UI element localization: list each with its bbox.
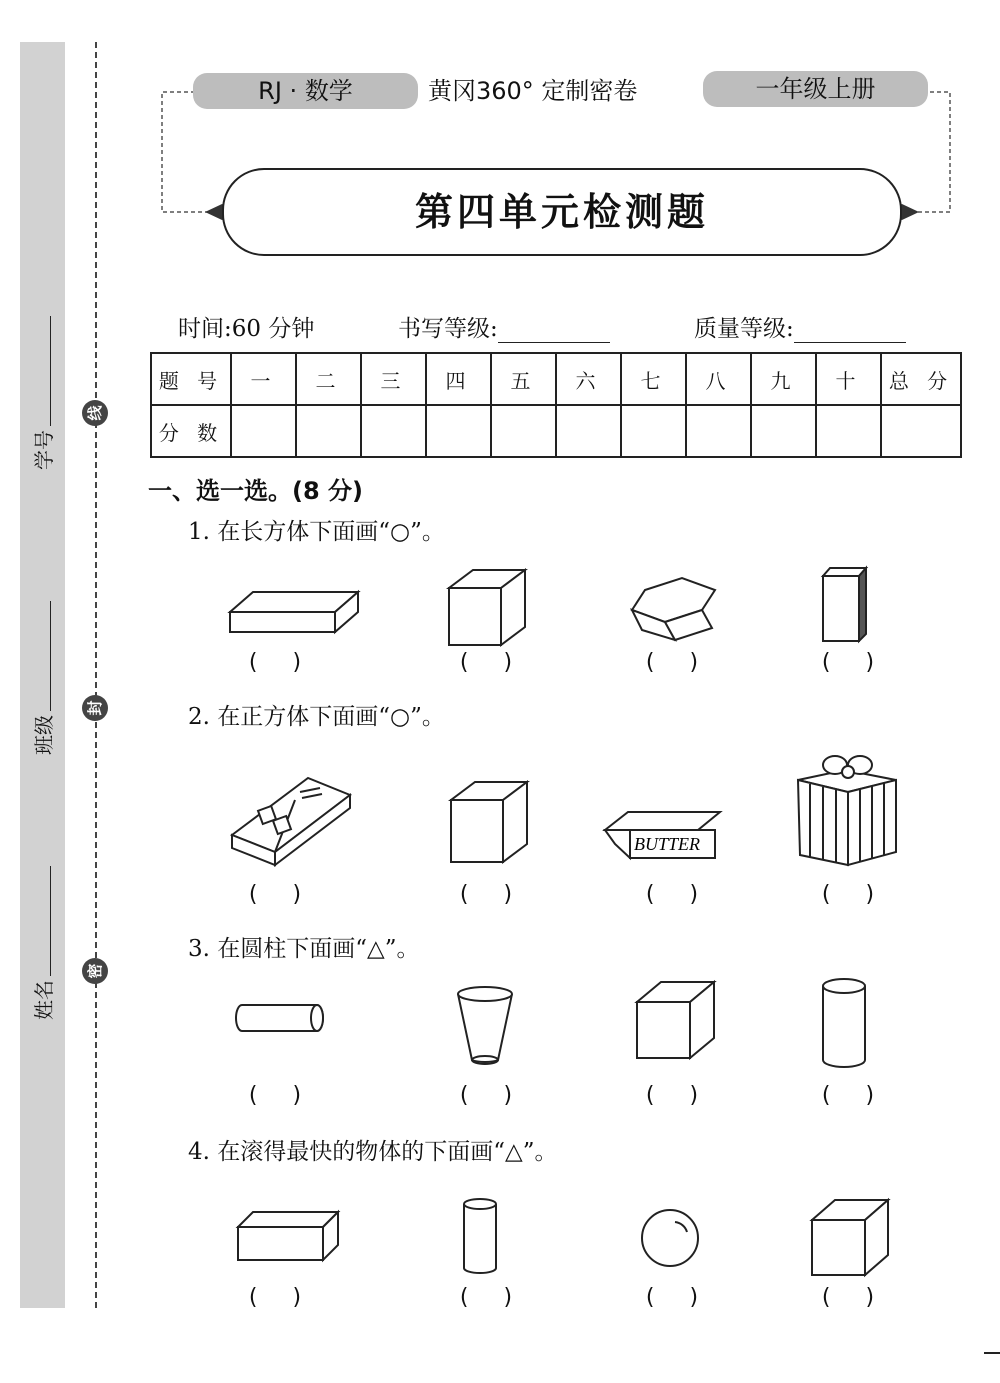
cuboid-tall-icon <box>823 568 866 641</box>
answer-blank[interactable]: ( ) <box>248 650 302 675</box>
writing-grade <box>398 310 610 343</box>
cylinder-horizontal-icon <box>236 1005 323 1031</box>
table-cell: 七 <box>621 353 686 405</box>
package-box-icon <box>232 778 350 865</box>
grade-pill: 一年级上册 <box>703 71 928 107</box>
question-2: 2. 在正方体下面画“○”。 <box>188 704 445 730</box>
answer-blank[interactable]: ( ) <box>821 1083 875 1108</box>
student-id-line[interactable] <box>36 316 51 426</box>
table-cell: 三 <box>361 353 426 405</box>
cylinder-vertical-icon <box>823 979 865 1067</box>
q4-shapes <box>220 1180 900 1285</box>
score-cell[interactable] <box>686 405 751 457</box>
table-cell: 题 号 <box>151 353 231 405</box>
score-cell[interactable] <box>556 405 621 457</box>
page-edge-mark <box>984 1352 1000 1354</box>
class-field[interactable] <box>28 601 57 755</box>
student-id-label: 学号 <box>32 430 56 470</box>
answer-blank[interactable]: ( ) <box>248 1083 302 1108</box>
cube-icon <box>812 1200 888 1275</box>
score-cell[interactable] <box>426 405 491 457</box>
answer-blank[interactable]: ( ) <box>821 1285 875 1310</box>
answer-blank[interactable]: ( ) <box>459 1285 513 1310</box>
score-cell[interactable] <box>621 405 686 457</box>
cuboid-flat-icon <box>230 592 358 632</box>
cylinder-icon <box>464 1199 496 1273</box>
hexagonal-prism-icon <box>632 578 715 640</box>
answer-blank[interactable]: ( ) <box>645 1285 699 1310</box>
answer-blank[interactable]: ( ) <box>821 650 875 675</box>
answer-blank[interactable]: ( ) <box>459 1083 513 1108</box>
table-cell: 九 <box>751 353 816 405</box>
butter-text: BUTTER <box>634 834 701 854</box>
table-cell: 八 <box>686 353 751 405</box>
class-line[interactable] <box>36 601 51 711</box>
cup-icon <box>458 987 512 1064</box>
binding-cut-line <box>95 42 97 1308</box>
score-cell[interactable] <box>816 405 881 457</box>
question-3: 3. 在圆柱下面画“△”。 <box>188 936 420 962</box>
score-table <box>150 352 962 458</box>
name-field[interactable] <box>28 866 57 1020</box>
answer-blank[interactable]: ( ) <box>248 882 302 907</box>
cube-icon <box>449 570 525 645</box>
answer-blank[interactable]: ( ) <box>645 650 699 675</box>
seal-seal-badge: 封 <box>82 695 108 721</box>
table-cell: 五 <box>491 353 556 405</box>
cuboid-icon <box>238 1212 338 1260</box>
name-line[interactable] <box>36 866 51 976</box>
table-cell: 十 <box>816 353 881 405</box>
table-cell: 六 <box>556 353 621 405</box>
score-cell[interactable] <box>881 405 961 457</box>
score-cell[interactable] <box>491 405 556 457</box>
writing-grade-label: 书写等级: <box>398 316 498 342</box>
answer-blank[interactable]: ( ) <box>645 1083 699 1108</box>
table-cell: 总 分 <box>881 353 961 405</box>
butter-pack-icon <box>605 812 720 858</box>
score-table-score-row <box>151 405 961 457</box>
seal-line-badge: 线 <box>82 400 108 426</box>
seal-secret-badge: 密 <box>82 958 108 984</box>
answer-blank[interactable]: ( ) <box>459 882 513 907</box>
score-cell[interactable] <box>231 405 296 457</box>
table-cell: 四 <box>426 353 491 405</box>
score-cell[interactable] <box>296 405 361 457</box>
score-table-header-row <box>151 353 961 405</box>
title-box <box>222 168 902 256</box>
gift-box-icon <box>798 756 896 865</box>
q2-shapes <box>220 740 900 875</box>
table-cell: 一 <box>231 353 296 405</box>
question-4: 4. 在滚得最快的物体的下面画“△”。 <box>188 1139 558 1165</box>
brand-text: 黄冈360° 定制密卷 <box>428 77 638 105</box>
answer-blank[interactable]: ( ) <box>459 650 513 675</box>
name-label: 姓名 <box>32 980 56 1020</box>
answer-blank[interactable]: ( ) <box>821 882 875 907</box>
answer-blank[interactable]: ( ) <box>248 1285 302 1310</box>
section-heading: 一、选一选。(8 分) <box>148 477 363 505</box>
table-cell: 二 <box>296 353 361 405</box>
cube-icon <box>451 782 527 862</box>
quality-grade-blank[interactable] <box>794 318 906 343</box>
quality-grade <box>694 310 906 343</box>
student-id-field[interactable] <box>28 316 57 470</box>
page-title: 第四单元检测题 <box>414 189 709 234</box>
table-cell: 分 数 <box>151 405 231 457</box>
question-1: 1. 在长方体下面画“○”。 <box>188 519 445 545</box>
q3-shapes <box>220 972 900 1072</box>
score-cell[interactable] <box>361 405 426 457</box>
q1-shapes <box>220 560 900 655</box>
quality-grade-label: 质量等级: <box>694 316 794 342</box>
score-cell[interactable] <box>751 405 816 457</box>
cube-icon <box>637 982 714 1058</box>
time-label: 时间:60 分钟 <box>178 316 315 342</box>
class-label: 班级 <box>32 715 56 755</box>
sphere-icon <box>642 1210 698 1266</box>
answer-blank[interactable]: ( ) <box>645 882 699 907</box>
writing-grade-blank[interactable] <box>498 318 610 343</box>
subject-pill: RJ · 数学 <box>193 73 418 109</box>
